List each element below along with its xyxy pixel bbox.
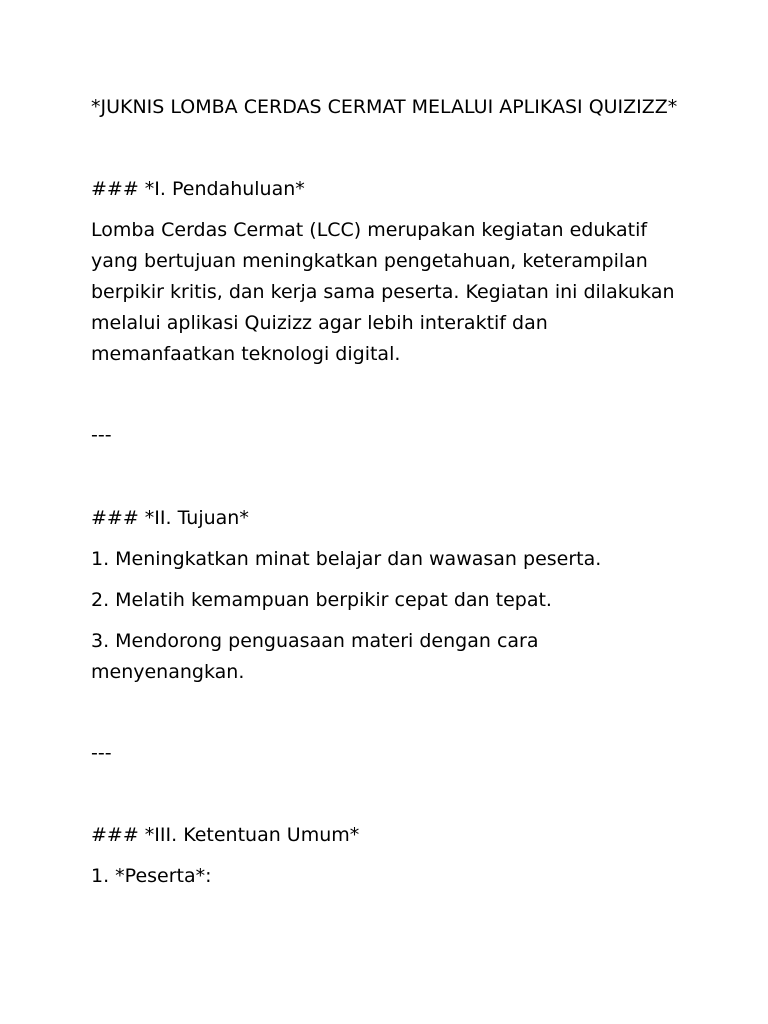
- section-heading-pendahuluan: ### *I. Pendahuluan*: [91, 178, 305, 200]
- list-item: 1. Meningkatkan minat belajar dan wawasan peserta.: [91, 548, 602, 570]
- separator: ---: [91, 424, 112, 446]
- section-heading-tujuan: ### *II. Tujuan*: [91, 507, 249, 529]
- section-heading-ketentuan-umum: ### *III. Ketentuan Umum*: [91, 824, 360, 846]
- document-title: *JUKNIS LOMBA CERDAS CERMAT MELALUI APLIKASI QUIZIZZ*: [91, 96, 678, 118]
- list-item: 1. *Peserta*:: [91, 865, 212, 887]
- list-item: 2. Melatih kemampuan berpikir cepat dan tepat.: [91, 589, 552, 611]
- section-paragraph-pendahuluan: Lomba Cerdas Cermat (LCC) merupakan kegiatan edukatif yang bertujuan meningkatkan pengetahuan, keterampilan berpikir kritis, dan kerja sama peserta. Kegiatan ini dilakukan melalui aplikasi Quizizz agar lebih interaktif dan memanfaatkan teknologi digital.: [91, 219, 675, 365]
- list-item: 3. Mendorong penguasaan materi dengan cara menyenangkan.: [91, 630, 539, 683]
- separator: ---: [91, 742, 112, 764]
